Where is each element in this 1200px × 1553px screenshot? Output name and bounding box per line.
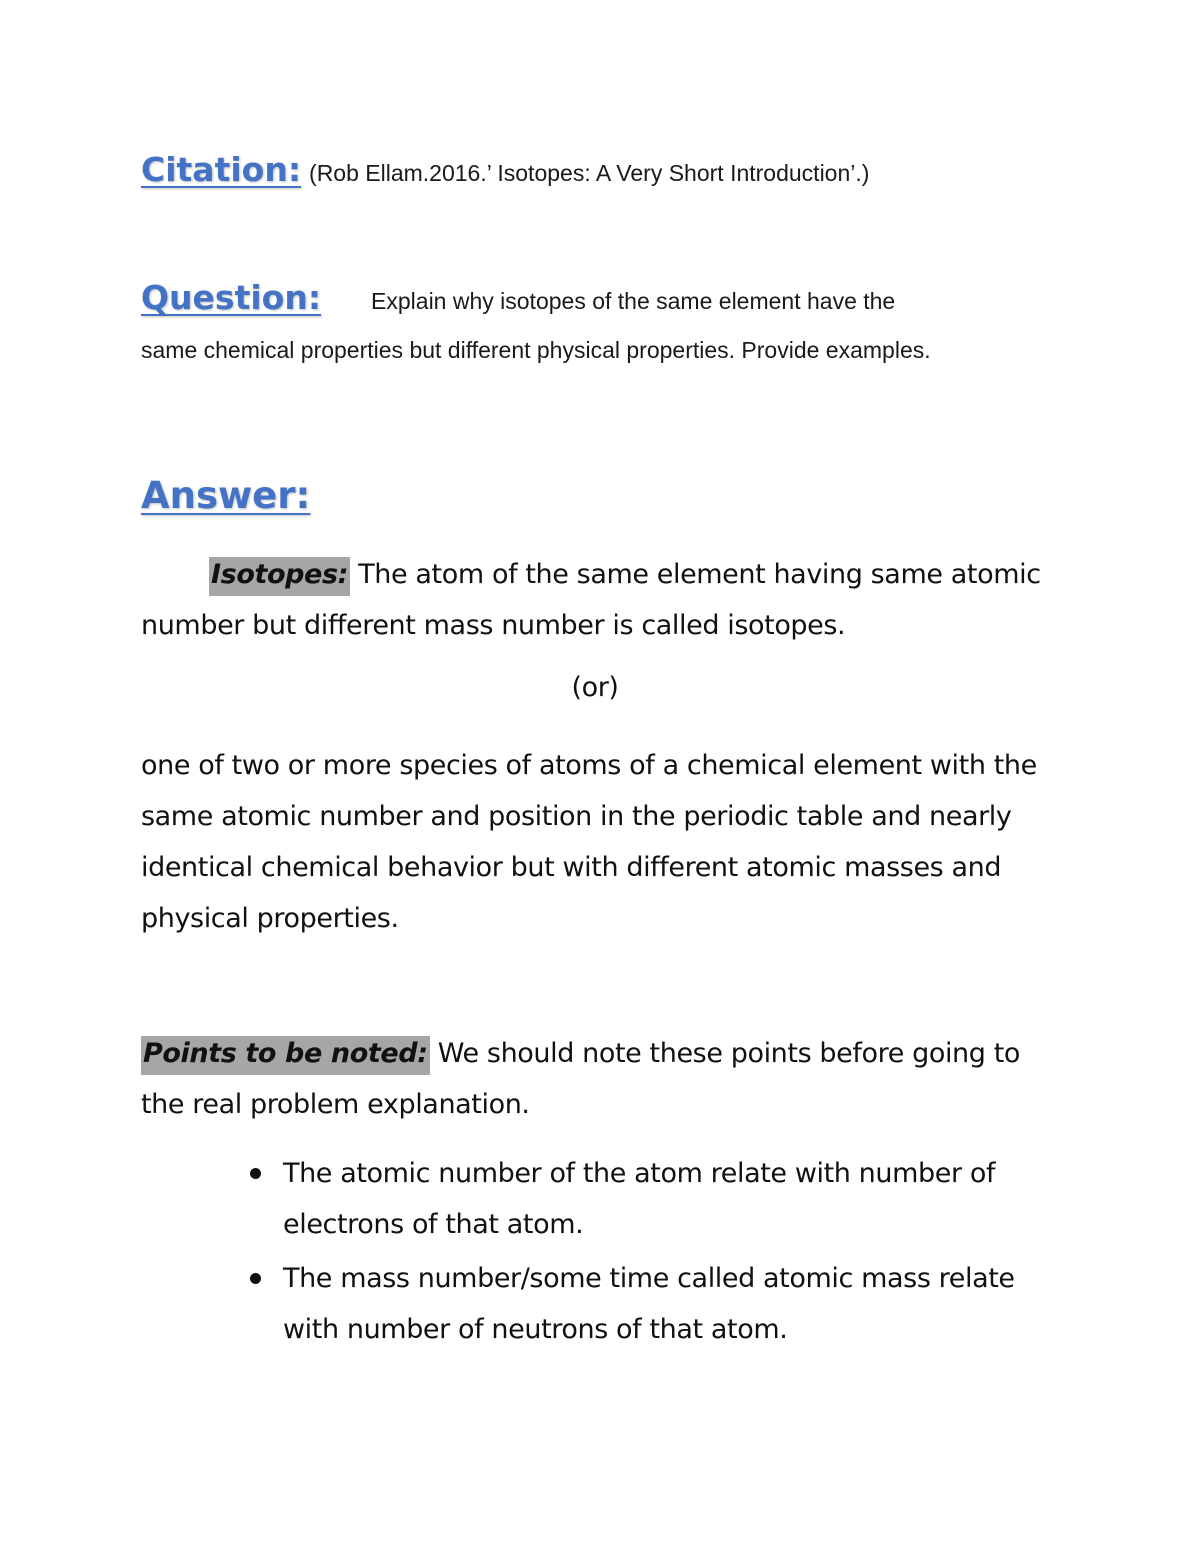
bullet-dot-icon xyxy=(250,1273,261,1284)
question-heading: Question: xyxy=(141,278,322,317)
answer-heading: Answer: xyxy=(141,474,311,517)
isotopes-term-highlight: Isotopes: xyxy=(209,557,350,596)
bullet-list xyxy=(0,1148,1200,1358)
citation-text: (Rob Ellam.2016.’ Isotopes: A Very Short Introduction’.) xyxy=(309,160,870,186)
citation-line xyxy=(141,150,869,189)
isotope-definition-text: The atom of the same element having same atomic number but different mass number is called isotopes. xyxy=(141,559,1041,641)
bullet-text: The mass number/some time called atomic mass relate with number of neutrons of that atom. xyxy=(283,1263,1015,1345)
question-line xyxy=(141,278,895,317)
alternate-definition: one of two or more species of atoms of a chemical element with the same atomic number and position in the periodic table and nearly identical chemical behavior but with different atomic masses and physical properties. xyxy=(141,750,1037,934)
bullet-text: The atomic number of the atom relate with number of electrons of that atom. xyxy=(283,1158,996,1240)
list-item xyxy=(0,1148,1043,1250)
isotope-definition xyxy=(141,549,1071,651)
question-text-continued: same chemical properties but different physical properties. Provide examples. xyxy=(141,337,931,363)
list-item xyxy=(0,1253,1043,1355)
question-text-first: Explain why isotopes of the same element have the xyxy=(371,288,896,314)
points-to-note xyxy=(141,1028,1071,1130)
citation-heading: Citation: xyxy=(141,150,302,189)
points-to-note-text: We should note these points before going to the real problem explanation. xyxy=(141,1038,1020,1120)
or-separator: (or) xyxy=(571,672,619,703)
points-term-highlight: Points to be noted: xyxy=(141,1036,430,1075)
bullet-dot-icon xyxy=(250,1168,261,1179)
